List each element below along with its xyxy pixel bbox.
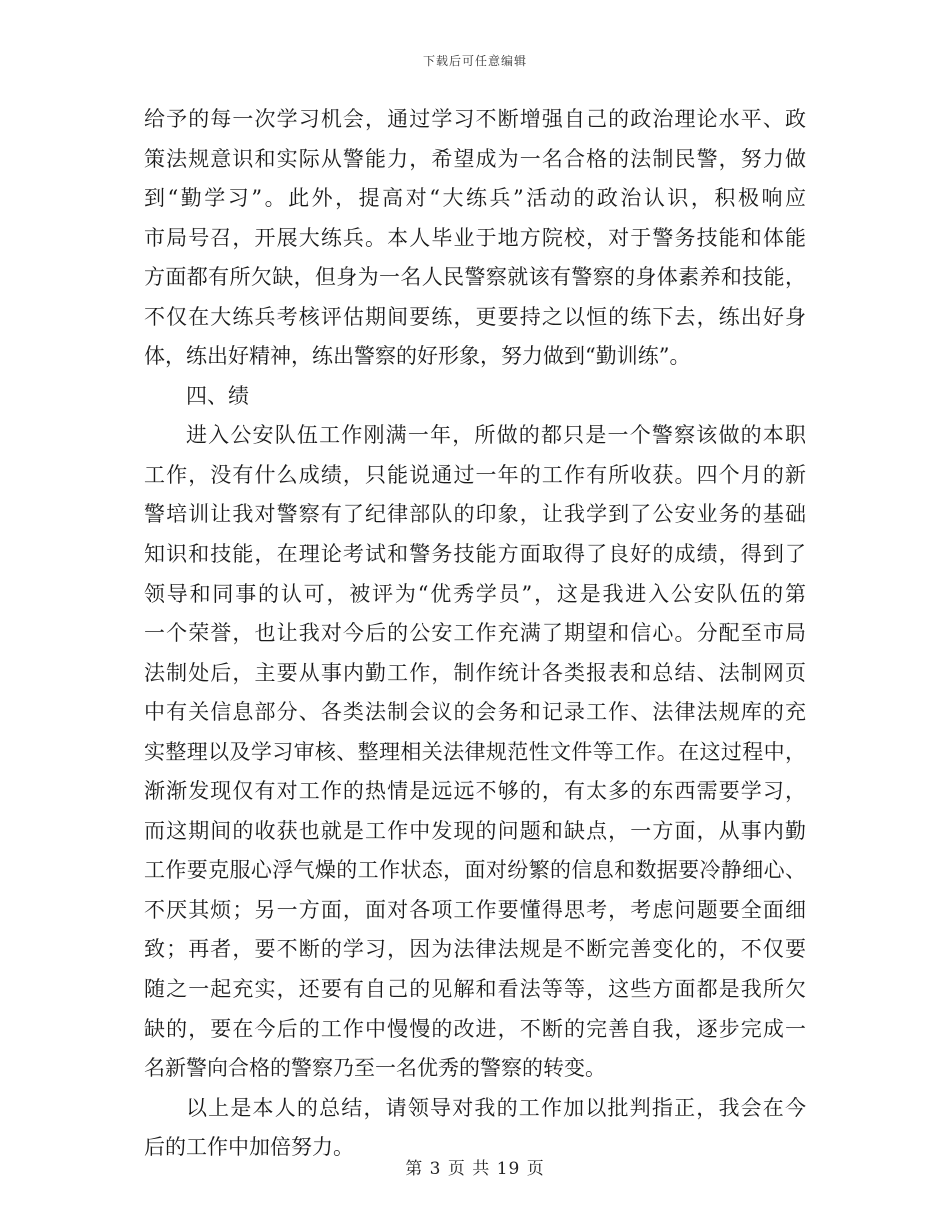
text-line: 四、绩 (186, 383, 249, 408)
text-line: 市局号召，开展大练兵。本人毕业于地方院校，对于警务技能和体能 (144, 225, 806, 250)
text-line: 工作要克服心浮气燥的工作状态，面对纷繁的信息和数据要冷静细心、 (144, 858, 806, 883)
text-line: 知识和技能，在理论考试和警务技能方面取得了良好的成绩，得到了 (144, 542, 806, 567)
text-line: 渐渐发现仅有对工作的热情是远远不够的，有太多的东西需要学习， (144, 779, 806, 804)
text-line: 方面都有所欠缺，但身为一名人民警察就该有警察的身体素养和技能， (144, 265, 806, 290)
text-line: 中有关信息部分、各类法制会议的会务和记录工作、法律法规库的充 (144, 700, 806, 725)
text-line: 而这期间的收获也就是工作中发现的问题和缺点，一方面，从事内勤 (144, 818, 806, 843)
text-line: 缺的，要在今后的工作中慢慢的改进，不断的完善自我，逐步完成一 (144, 1016, 806, 1041)
text-line: 后的工作中加倍努力。 (144, 1135, 354, 1160)
document-body (144, 100, 806, 1168)
text-line: 体，练出好精神，练出警察的好形象，努力做到“勤训练”。 (144, 344, 691, 369)
text-line: 给予的每一次学习机会，通过学习不断增强自己的政治理论水平、政 (144, 107, 806, 131)
page-number-footer: 第 3 页 共 19 页 (405, 1159, 545, 1179)
text-line: 一个荣誉，也让我对今后的公安工作充满了期望和信心。分配至市局 (144, 621, 806, 646)
text-line: 不厌其烦；另一方面，面对各项工作要懂得思考，考虑问题要全面细 (144, 897, 806, 922)
text-line: 到“勤学习”。此外，提高对“大练兵”活动的政治认识，积极响应 (144, 186, 806, 211)
text-line: 名新警向合格的警察乃至一名优秀的警察的转变。 (144, 1056, 606, 1081)
text-line: 领导和同事的认可，被评为“优秀学员”，这是我进入公安队伍的第 (144, 581, 806, 606)
text-line: 随之一起充实，还要有自己的见解和看法等等，这些方面都是我所欠 (144, 977, 806, 1002)
text-line: 警培训让我对警察有了纪律部队的印象，让我学到了公安业务的基础 (144, 502, 806, 527)
text-line: 法制处后，主要从事内勤工作，制作统计各类报表和总结、法制网页 (144, 660, 806, 685)
page-header: 下载后可任意编辑 (422, 54, 527, 68)
text-line: 实整理以及学习审核、整理相关法律规范性文件等工作。在这过程中， (144, 739, 806, 764)
text-line: 工作，没有什么成绩，只能说通过一年的工作有所收获。四个月的新 (144, 462, 806, 487)
text-line: 进入公安队伍工作刚满一年，所做的都只是一个警察该做的本职 (186, 423, 806, 448)
text-line: 不仅在大练兵考核评估期间要练，更要持之以恒的练下去，练出好身 (144, 304, 806, 329)
text-line: 致；再者，要不断的学习，因为法律法规是不断完善变化的，不仅要 (144, 937, 806, 962)
text-line: 策法规意识和实际从警能力，希望成为一名合格的法制民警，努力做 (144, 146, 806, 171)
text-line: 以上是本人的总结，请领导对我的工作加以批判指正，我会在今 (186, 1095, 806, 1120)
